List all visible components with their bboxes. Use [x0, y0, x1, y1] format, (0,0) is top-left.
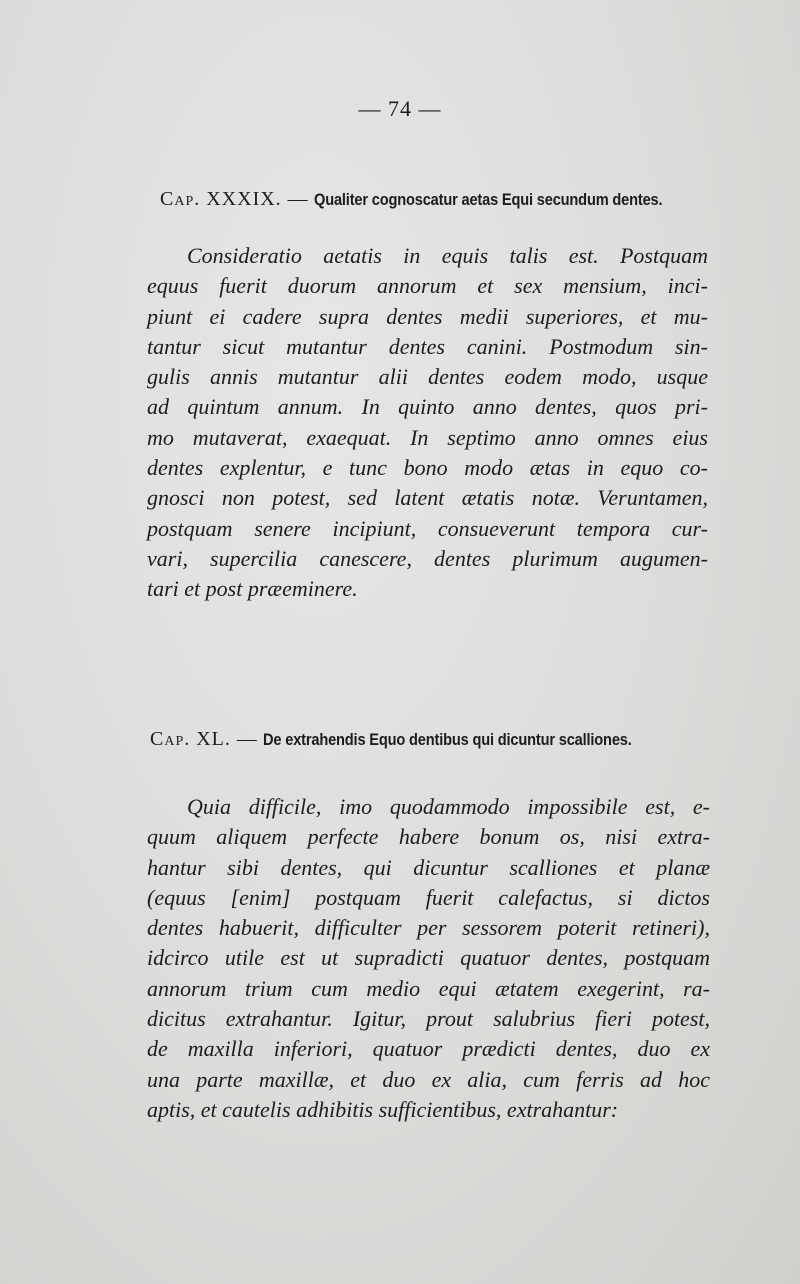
text-line: quum aliquem perfecte habere bonum os, nisi extra- [147, 824, 710, 850]
text-line: tantur sicut mutantur dentes canini. Postmodum sin- [147, 333, 708, 359]
text-line: (equus [enim] postquam fuerit calefactus, si dictos [147, 884, 710, 910]
text-line: annorum trium cum medio equi ætatem exegerint, ra- [147, 975, 710, 1001]
chapter-body-xxxix [147, 241, 708, 605]
chapter-body-xl [147, 792, 710, 1125]
chapter-label: Cap. XL. — [150, 728, 258, 750]
text-line: una parte maxillæ, et duo ex alia, cum ferris ad hoc [147, 1066, 710, 1092]
chapter-heading-xl [150, 728, 692, 751]
text-line: mo mutaverat, exaequat. In septimo anno omnes eius [147, 424, 708, 450]
text-line: gnosci non potest, sed latent ætatis notæ. Veruntamen, [147, 485, 708, 511]
text-line: hantur sibi dentes, qui dicuntur scalliones et planæ [147, 854, 710, 880]
text-line: de maxilla inferiori, quatuor prædicti dentes, duo ex [147, 1036, 710, 1062]
text-line: Consideratio aetatis in equis talis est. Postquam [187, 243, 708, 268]
text-line: tari et post præeminere. [147, 576, 358, 602]
text-line: idcirco utile est ut supradicti quatuor dentes, postquam [147, 945, 710, 971]
text-line: Quia difficile, imo quodammodo impossibile est, e- [187, 794, 710, 819]
text-line: gulis annis mutantur alii dentes eodem modo, usque [147, 364, 708, 390]
text-line: ad quintum annum. In quinto anno dentes, quos pri- [147, 394, 708, 420]
text-line: dentes habuerit, difficulter per sessorem poterit retineri), [147, 915, 710, 941]
text-line: postquam senere incipiunt, consueverunt tempora cur- [147, 515, 708, 541]
text-line: dentes explentur, e tunc bono modo ætas in equo co- [147, 455, 708, 481]
chapter-title: Qualiter cognoscatur aetas Equi secundum dentes. [313, 190, 663, 209]
page-number: — 74 — [358, 96, 442, 121]
text-line: aptis, et cautelis adhibitis sufficientibus, extrahantur: [147, 1096, 619, 1122]
text-line: equus fuerit duorum annorum et sex mensium, inci- [147, 273, 708, 299]
text-line: vari, supercilia canescere, dentes plurimum augumen- [147, 545, 708, 571]
text-line: dicitus extrahantur. Igitur, prout salubrius fieri potest, [147, 1006, 710, 1032]
chapter-heading-xxxix [160, 188, 719, 211]
text-line: piunt ei cadere supra dentes medii superiores, et mu- [147, 303, 708, 329]
chapter-label: Cap. XXXIX. — [160, 188, 309, 210]
chapter-title: De extrahendis Equo dentibus qui dicuntur scalliones. [263, 730, 632, 749]
